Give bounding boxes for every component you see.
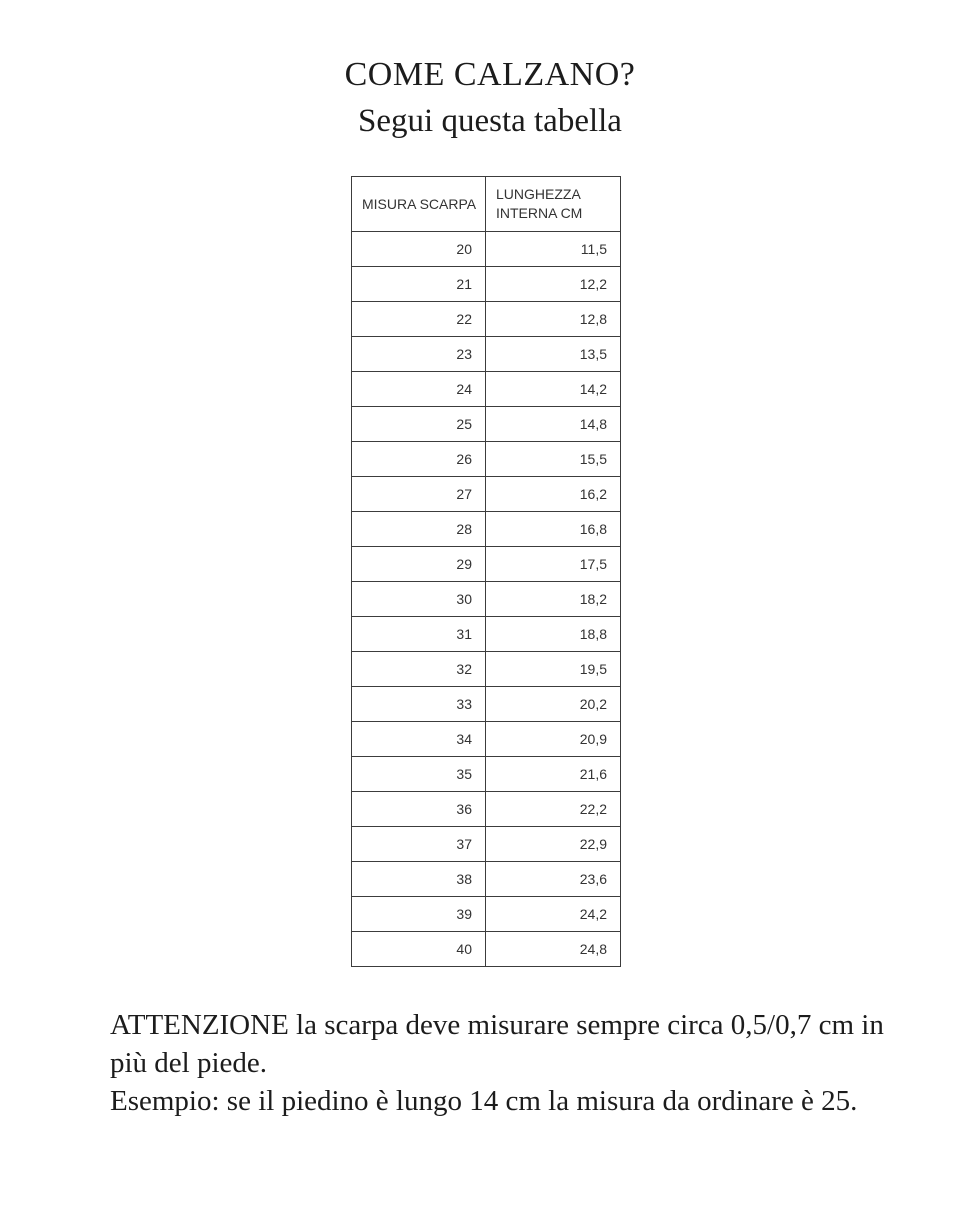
column-header-internal-length: LUNGHEZZA INTERNA CM (486, 177, 621, 232)
cell-internal-length: 15,5 (486, 442, 621, 477)
table-body (352, 232, 621, 967)
table-row (352, 302, 621, 337)
cell-internal-length: 23,6 (486, 862, 621, 897)
cell-shoe-size: 33 (352, 687, 486, 722)
cell-internal-length: 12,8 (486, 302, 621, 337)
table-row (352, 372, 621, 407)
cell-shoe-size: 28 (352, 512, 486, 547)
cell-internal-length: 14,8 (486, 407, 621, 442)
size-chart-table (351, 176, 621, 967)
table-row (352, 687, 621, 722)
note-example: Esempio: se il piedino è lungo 14 cm la misura da ordinare è 25. (110, 1085, 858, 1117)
cell-shoe-size: 22 (352, 302, 486, 337)
cell-shoe-size: 20 (352, 232, 486, 267)
table-row (352, 407, 621, 442)
cell-shoe-size: 24 (352, 372, 486, 407)
cell-internal-length: 14,2 (486, 372, 621, 407)
cell-shoe-size: 26 (352, 442, 486, 477)
table-row (352, 827, 621, 862)
cell-shoe-size: 32 (352, 652, 486, 687)
table-row (352, 897, 621, 932)
table-header-row (352, 177, 621, 232)
cell-shoe-size: 30 (352, 582, 486, 617)
cell-shoe-size: 39 (352, 897, 486, 932)
cell-shoe-size: 40 (352, 932, 486, 967)
cell-shoe-size: 35 (352, 757, 486, 792)
cell-internal-length: 19,5 (486, 652, 621, 687)
cell-internal-length: 11,5 (486, 232, 621, 267)
page-title: COME CALZANO? (344, 56, 636, 93)
cell-shoe-size: 38 (352, 862, 486, 897)
note-warning: ATTENZIONE la scarpa deve misurare sempre circa 0,5/0,7 cm in più del piede. (110, 1009, 884, 1079)
table-row (352, 792, 621, 827)
cell-shoe-size: 29 (352, 547, 486, 582)
table-row (352, 652, 621, 687)
table-row (352, 267, 621, 302)
cell-internal-length: 20,9 (486, 722, 621, 757)
cell-internal-length: 16,8 (486, 512, 621, 547)
cell-internal-length: 20,2 (486, 687, 621, 722)
table-header (352, 177, 621, 232)
cell-internal-length: 22,2 (486, 792, 621, 827)
cell-internal-length: 24,2 (486, 897, 621, 932)
fitting-note (110, 1006, 910, 1120)
table-row (352, 617, 621, 652)
table-row (352, 757, 621, 792)
table-row (352, 582, 621, 617)
column-header-shoe-size: MISURA SCARPA (352, 177, 486, 232)
table-row (352, 547, 621, 582)
page-title-block (0, 54, 980, 142)
cell-internal-length: 21,6 (486, 757, 621, 792)
table-row (352, 477, 621, 512)
page-subtitle: Segui questa tabella (358, 102, 622, 139)
table-row (352, 722, 621, 757)
table-row (352, 512, 621, 547)
table-row (352, 337, 621, 372)
cell-internal-length: 12,2 (486, 267, 621, 302)
cell-internal-length: 18,8 (486, 617, 621, 652)
cell-shoe-size: 36 (352, 792, 486, 827)
cell-internal-length: 16,2 (486, 477, 621, 512)
cell-shoe-size: 25 (352, 407, 486, 442)
cell-internal-length: 17,5 (486, 547, 621, 582)
cell-shoe-size: 21 (352, 267, 486, 302)
cell-shoe-size: 27 (352, 477, 486, 512)
cell-shoe-size: 34 (352, 722, 486, 757)
cell-shoe-size: 37 (352, 827, 486, 862)
cell-internal-length: 22,9 (486, 827, 621, 862)
cell-shoe-size: 31 (352, 617, 486, 652)
cell-shoe-size: 23 (352, 337, 486, 372)
cell-internal-length: 18,2 (486, 582, 621, 617)
table-row (352, 442, 621, 477)
table-row (352, 232, 621, 267)
cell-internal-length: 13,5 (486, 337, 621, 372)
table-row (352, 932, 621, 967)
table-row (352, 862, 621, 897)
cell-internal-length: 24,8 (486, 932, 621, 967)
